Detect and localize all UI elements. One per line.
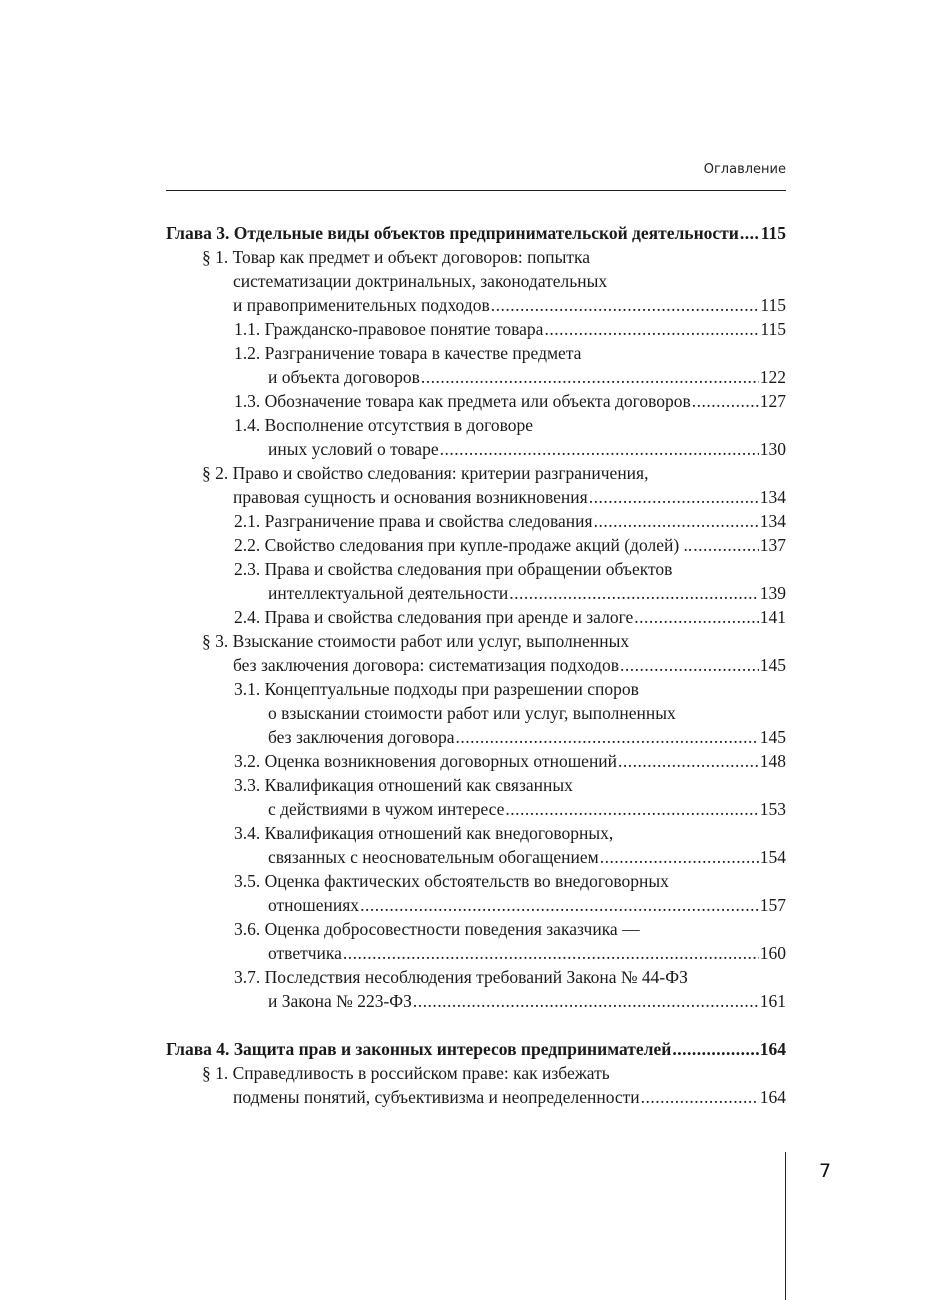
toc-section-line[interactable]: § 2. Право и свойство следования: критерии разграничения, bbox=[202, 463, 649, 483]
toc-subsection-1-1[interactable] bbox=[166, 317, 786, 341]
toc-section-2[interactable] bbox=[166, 485, 786, 509]
toc-page-number: 115 bbox=[760, 295, 786, 315]
toc-page-number: 164 bbox=[759, 1087, 786, 1107]
toc-entry-text: 2.4. Права и свойства следования при аренде и залоге bbox=[234, 607, 634, 627]
toc-entry-text: 1.1. Гражданско-правовое понятие товара bbox=[234, 319, 544, 339]
toc-entry-text: отношениях bbox=[268, 895, 360, 915]
toc-subsection-2-1[interactable] bbox=[166, 509, 786, 533]
toc-subsection-line[interactable]: 3.5. Оценка фактических обстоятельств во внедоговорных bbox=[234, 871, 669, 891]
toc-entry-text: интеллектуальной деятельности bbox=[268, 583, 509, 603]
leader-dots bbox=[544, 317, 759, 341]
toc-entry-text: 1.3. Обозначение товара как предмета или объекта договоров bbox=[234, 391, 691, 411]
toc-subsection-3-4[interactable] bbox=[166, 845, 786, 869]
toc-subsection-3-3[interactable] bbox=[166, 797, 786, 821]
running-header: Оглавление bbox=[703, 162, 786, 177]
toc-entry-text: с действиями в чужом интересе bbox=[268, 799, 505, 819]
toc-subsection-1-2[interactable] bbox=[166, 365, 786, 389]
toc-page-number: 164 bbox=[759, 1039, 786, 1059]
toc-subsection-line[interactable]: 1.4. Восполнение отсутствия в договоре bbox=[234, 415, 534, 435]
toc-subsection-line[interactable]: 3.6. Оценка добросовестности поведения заказчика — bbox=[234, 919, 640, 939]
toc-subsection-2-3[interactable] bbox=[166, 581, 786, 605]
toc-entry-text: ответчика bbox=[268, 943, 342, 963]
toc-page-number: 127 bbox=[759, 391, 786, 411]
leader-dots bbox=[620, 653, 759, 677]
toc-page-number: 145 bbox=[759, 727, 786, 747]
leader-dots bbox=[641, 1085, 759, 1109]
toc-subsection-1-4[interactable] bbox=[166, 437, 786, 461]
leader-dots bbox=[589, 485, 759, 509]
toc-page-number: 134 bbox=[759, 511, 786, 531]
toc-page-number: 154 bbox=[759, 847, 786, 867]
toc-chapter-title: Глава 4. Защита прав и законных интересов предпринимателей bbox=[166, 1039, 672, 1059]
toc-subsection-line[interactable]: 3.3. Квалификация отношений как связанных bbox=[234, 775, 573, 795]
toc-chapter-4[interactable] bbox=[166, 1037, 786, 1061]
toc-page-number: 145 bbox=[759, 655, 786, 675]
leader-dots bbox=[421, 365, 759, 389]
toc-subsection-3-2[interactable] bbox=[166, 749, 786, 773]
toc-entry-text: иных условий о товаре bbox=[268, 439, 439, 459]
leader-dots bbox=[740, 221, 760, 245]
toc-entry-text: связанных с неосновательным обогащением bbox=[268, 847, 599, 867]
toc-chapter-4-section-1[interactable] bbox=[166, 1085, 786, 1109]
toc-subsection-line[interactable]: 1.2. Разграничение товара в качестве предмета bbox=[234, 343, 582, 363]
toc-chapter-title: Глава 3. Отдельные виды объектов предпринимательской деятельности bbox=[166, 223, 739, 243]
toc-entry-text: и Закона № 223-ФЗ bbox=[268, 991, 412, 1011]
leader-dots bbox=[692, 389, 759, 413]
toc-subsection-2-4[interactable] bbox=[166, 605, 786, 629]
toc-subsection-2-2[interactable] bbox=[166, 533, 786, 557]
toc-page-number: 115 bbox=[760, 319, 786, 339]
leader-dots bbox=[509, 581, 758, 605]
toc-subsection-line[interactable]: 3.4. Квалификация отношений как внедоговорных, bbox=[234, 823, 614, 843]
toc-section-line[interactable]: § 1. Товар как предмет и объект договоров: попытка bbox=[202, 247, 590, 267]
toc-entry-text: без заключения договора bbox=[268, 727, 455, 747]
toc-section-line[interactable]: § 1. Справедливость в российском праве: как избежать bbox=[202, 1063, 610, 1083]
leader-dots bbox=[693, 533, 758, 557]
toc-chapter-3[interactable] bbox=[166, 221, 786, 245]
margin-rule bbox=[785, 1152, 786, 1300]
page-number: 7 bbox=[819, 1160, 832, 1182]
leader-dots bbox=[343, 941, 759, 965]
leader-dots bbox=[413, 989, 759, 1013]
toc-page-number: 161 bbox=[759, 991, 786, 1011]
toc-subsection-1-3[interactable] bbox=[166, 389, 786, 413]
toc-subsection-line[interactable]: 3.1. Концептуальные подходы при разрешении споров bbox=[234, 679, 639, 699]
toc-page-number: 130 bbox=[759, 439, 786, 459]
toc-subsection-line[interactable]: о взыскании стоимости работ или услуг, выполненных bbox=[268, 703, 676, 723]
leader-dots bbox=[456, 725, 759, 749]
toc-section-line[interactable]: систематизации доктринальных, законодательных bbox=[233, 271, 608, 291]
leader-dots bbox=[600, 845, 759, 869]
toc-section-3[interactable] bbox=[166, 653, 786, 677]
toc-section-line[interactable]: § 3. Взыскание стоимости работ или услуг, выполненных bbox=[202, 631, 630, 651]
leader-dots bbox=[360, 893, 759, 917]
toc-entry-text: правовая сущность и основания возникновения bbox=[233, 487, 588, 507]
leader-dots bbox=[672, 1037, 758, 1061]
toc-page-number: 139 bbox=[759, 583, 786, 603]
leader-dots bbox=[594, 509, 759, 533]
toc-page-number: 115 bbox=[760, 223, 786, 243]
leader-dots bbox=[505, 797, 758, 821]
leader-dots bbox=[440, 437, 759, 461]
toc-page-number: 122 bbox=[759, 367, 786, 387]
toc-subsection-3-7[interactable] bbox=[166, 989, 786, 1013]
toc-page-number: 134 bbox=[759, 487, 786, 507]
toc-entry-text: 2.1. Разграничение права и свойства следования bbox=[234, 511, 593, 531]
toc-page-number: 153 bbox=[759, 799, 786, 819]
toc-entry-text: подмены понятий, субъективизма и неопределенности bbox=[233, 1087, 640, 1107]
toc-section-1[interactable] bbox=[166, 293, 786, 317]
toc-page-number: 141 bbox=[759, 607, 786, 627]
toc-subsection-3-6[interactable] bbox=[166, 941, 786, 965]
toc-subsection-line[interactable]: 2.3. Права и свойства следования при обращении объектов bbox=[234, 559, 673, 579]
toc-page-number: 157 bbox=[759, 895, 786, 915]
header-rule bbox=[166, 190, 786, 191]
toc-entry-text: 2.2. Свойство следования при купле-продаже акций (долей) .. bbox=[234, 535, 693, 555]
toc-subsection-3-5[interactable] bbox=[166, 893, 786, 917]
chapter-spacer bbox=[166, 1013, 786, 1037]
leader-dots bbox=[634, 605, 758, 629]
leader-dots bbox=[618, 749, 759, 773]
leader-dots bbox=[491, 293, 760, 317]
toc-entry-text: без заключения договора: систематизация подходов bbox=[233, 655, 619, 675]
toc-entry-text: 3.2. Оценка возникновения договорных отношений bbox=[234, 751, 618, 771]
toc-page-number: 148 bbox=[759, 751, 786, 771]
toc-subsection-line[interactable]: 3.7. Последствия несоблюдения требований Закона № 44-ФЗ bbox=[234, 967, 688, 987]
toc-entry-text: и правоприменительных подходов bbox=[233, 295, 490, 315]
toc-page-number: 137 bbox=[759, 535, 786, 555]
toc-subsection-3-1[interactable] bbox=[166, 725, 786, 749]
toc-page-number: 160 bbox=[759, 943, 786, 963]
table-of-contents bbox=[166, 221, 786, 1109]
toc-entry-text: и объекта договоров bbox=[268, 367, 420, 387]
